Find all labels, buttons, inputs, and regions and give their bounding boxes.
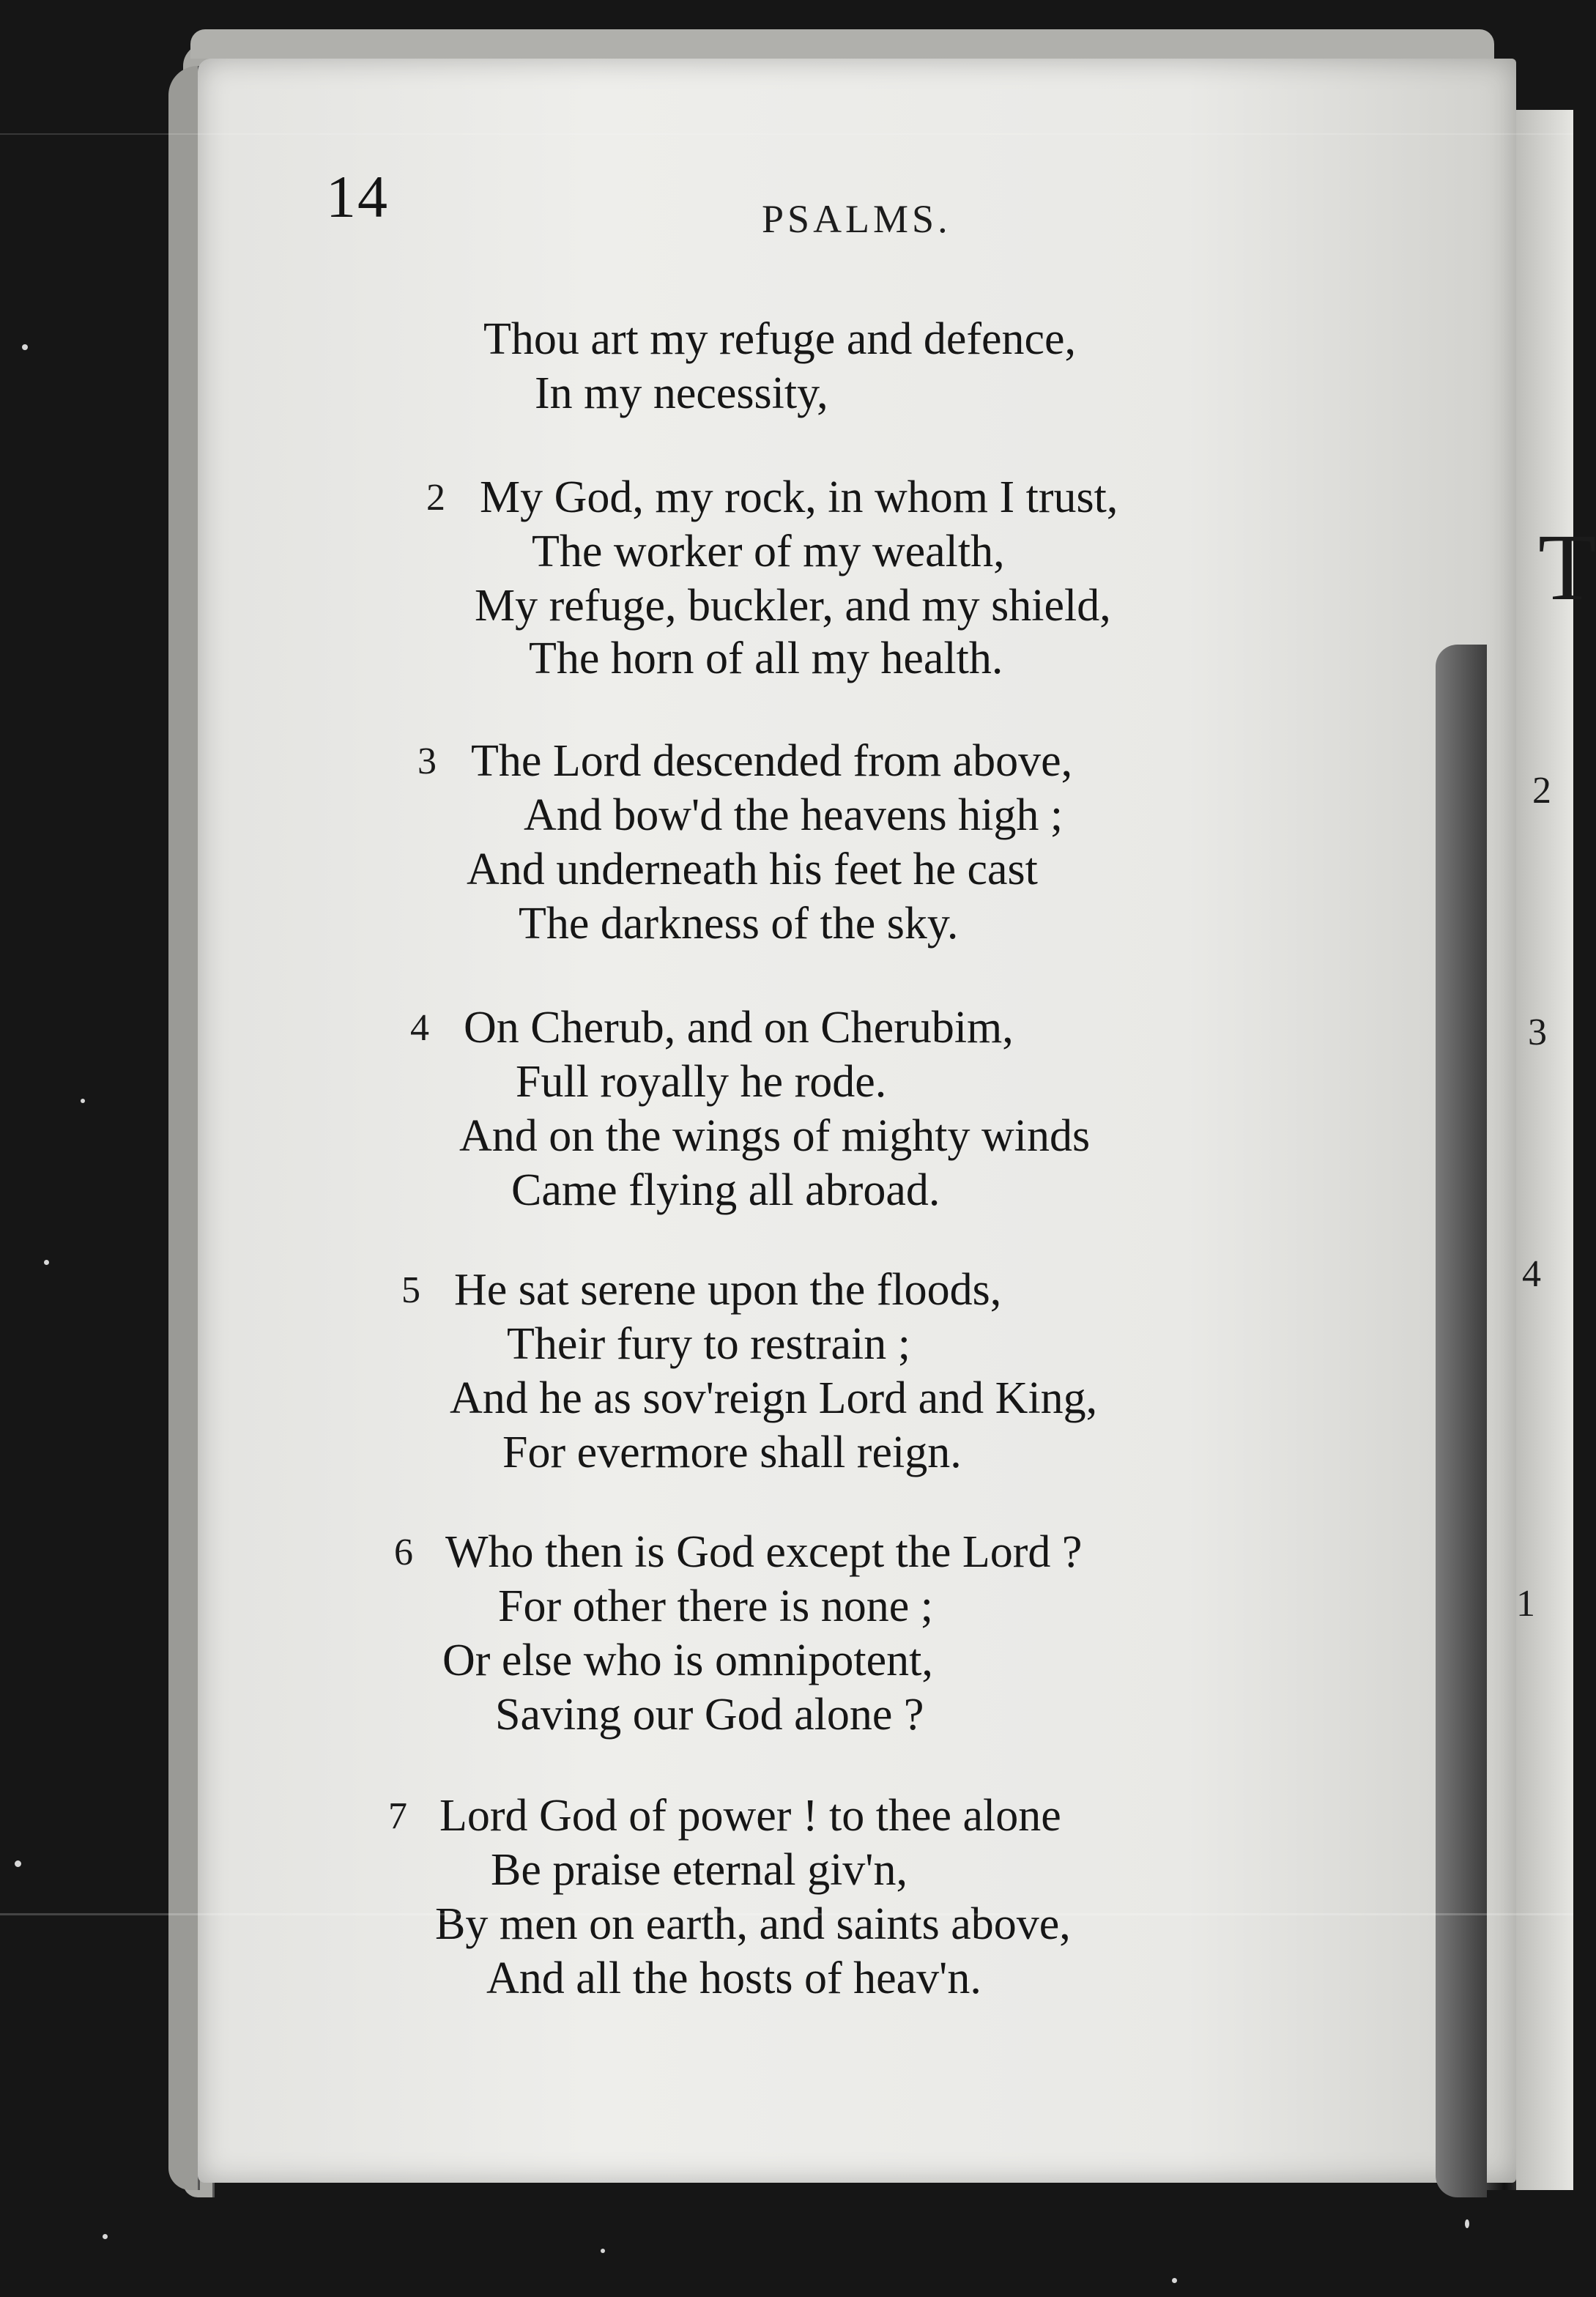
verse-line: My God, my rock, in whom I trust, (480, 472, 1118, 522)
facing-page-verse-number: 4 (1522, 1253, 1541, 1295)
verse-line: Their fury to restrain ; (507, 1319, 910, 1369)
verse-line: By men on earth, and saints above, (435, 1899, 1071, 1949)
facing-page-verse-number: 3 (1528, 1012, 1547, 1053)
verse-line: Thou art my refuge and defence, (483, 314, 1077, 364)
facing-page-edge (1516, 110, 1573, 2190)
verse-line: For other there is none ; (498, 1581, 934, 1631)
running-head: PSALMS. (762, 197, 951, 241)
verse-line: He sat serene upon the floods, (454, 1265, 1002, 1315)
verse-number: 2 (426, 477, 445, 519)
verse-line: And on the wings of mighty winds (459, 1111, 1091, 1161)
verse-line: On Cherub, and on Cherubim, (464, 1003, 1014, 1053)
verse-line: Who then is God except the Lord ? (445, 1527, 1083, 1577)
verse-line: And he as sov'reign Lord and King, (450, 1373, 1098, 1423)
verse-number: 4 (410, 1007, 429, 1049)
verse-line: The Lord descended from above, (471, 736, 1073, 786)
verse-line: In my necessity, (535, 368, 828, 418)
verse-line: The horn of all my health. (529, 634, 1003, 683)
verse-line: And bow'd the heavens high ; (524, 790, 1064, 840)
verse-number: 3 (417, 741, 437, 782)
verse-line: Be praise eternal giv'n, (491, 1845, 908, 1895)
verse-line: For evermore shall reign. (502, 1428, 962, 1477)
facing-page-initial: T (1538, 515, 1596, 620)
verse-line: Full royally he rode. (516, 1057, 887, 1107)
verse-line: Lord God of power ! to thee alone (439, 1791, 1061, 1841)
verse-line: And all the hosts of heav'n. (486, 1953, 981, 2003)
verse-line: And underneath his feet he cast (467, 845, 1038, 894)
facing-page-verse-number: 1 (1516, 1583, 1535, 1625)
verse-line: Came flying all abroad. (511, 1165, 940, 1215)
page-curl-shadow (1436, 645, 1487, 2197)
verse-number: 6 (394, 1532, 413, 1573)
verse-line: The worker of my wealth, (532, 527, 1005, 576)
verse-line: The darkness of the sky. (519, 899, 959, 949)
verse-line: Saving our God alone ? (495, 1690, 924, 1740)
verse-number: 5 (401, 1269, 420, 1311)
verse-line: Or else who is omnipotent, (442, 1636, 933, 1685)
page-number: 14 (326, 163, 389, 230)
verse-number: 7 (388, 1795, 407, 1837)
verse-line: My refuge, buckler, and my shield, (475, 581, 1111, 631)
facing-page-verse-number: 2 (1532, 770, 1551, 812)
